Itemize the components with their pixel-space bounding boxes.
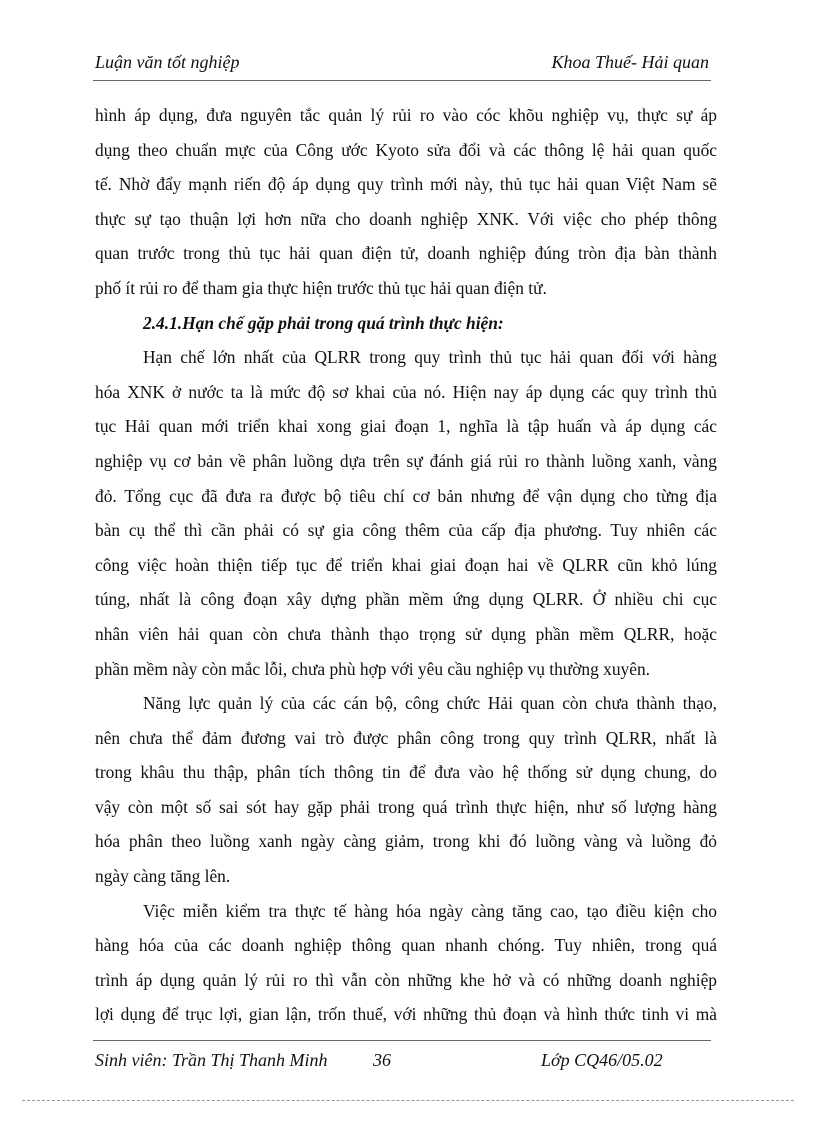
text-line: phần mềm này còn mắc lỗi, chưa phù hợp với yêu cầu nghiệp vụ thường xuyên. — [95, 658, 650, 679]
page-bottom-border — [22, 1100, 794, 1101]
text-line: Năng lực quản lý của các cán bộ, công chức Hải quan còn chưa thành thạo, — [143, 693, 717, 714]
text-line: Việc miễn kiểm tra thực tế hàng hóa ngày càng tăng cao, tạo điều kiện cho — [143, 900, 717, 921]
section-heading: 2.4.1.Hạn chế gặp phải trong quá trình thực hiện: — [143, 312, 504, 333]
footer-divider — [93, 1040, 711, 1041]
text-line: hàng hóa của các doanh nghiệp thông quan nhanh chóng. Tuy nhiên, trong quá — [95, 935, 717, 956]
header-thesis-title: Luận văn tốt nghiệp — [95, 52, 240, 72]
text-line: quan trước trong thủ tục hải quan điện tử, doanh nghiệp đúng tròn địa bàn thành — [95, 243, 717, 264]
text-line: bàn cụ thể thì cần phải có sự gia công thêm của cấp địa phương. Tuy nhiên các — [95, 520, 717, 541]
text-line: nên chưa thể đảm đương vai trò được phân công trong quy trình QLRR, nhất là — [95, 727, 717, 748]
footer-page-number: 36 — [373, 1050, 391, 1070]
text-line: túng, nhất là công đoạn xây dựng phần mềm ứng dụng QLRR. Ở nhiều chi cục — [95, 589, 717, 610]
text-line: nhân viên hải quan còn chưa thành thạo trọng sử dụng phần mềm QLRR, hoặc — [95, 623, 717, 644]
text-line: tục Hải quan mới triển khai xong giai đoạn 1, nghĩa là tập huấn và áp dụng các — [95, 416, 717, 437]
text-line: tế. Nhờ đẩy mạnh riến độ áp dụng quy trình mới này, thủ tục hải quan Việt Nam sẽ — [95, 174, 717, 195]
text-line: thực sự tạo thuận lợi hơn nữa cho doanh nghiệp XNK. Với việc cho phép thông — [95, 208, 717, 229]
header-divider — [93, 80, 711, 81]
footer-student-name: Sinh viên: Trần Thị Thanh Minh — [95, 1050, 328, 1070]
text-line: phố ít rủi ro để tham gia thực hiện trước thủ tục hải quan điện tử. — [95, 277, 547, 298]
text-line: nghiệp vụ cơ bản về phân luồng dựa trên sự đánh giá rủi ro thành luồng xanh, vàng — [95, 450, 717, 471]
body-text — [95, 98, 717, 1032]
text-line: vậy còn một số sai sót hay gặp phải trong quá trình thực hiện, như số lượng hàng — [95, 796, 717, 817]
text-line: trong khâu thu thập, phân tích thông tin để đưa vào hệ thống sử dụng chung, do — [95, 762, 717, 783]
page-footer — [95, 1050, 695, 1074]
footer-class-code: Lớp CQ46/05.02 — [541, 1050, 663, 1070]
page-header — [95, 52, 709, 76]
text-line: hình áp dụng, đưa nguyên tắc quản lý rủi ro vào cóc khõu nghiệp vụ, thực sự áp — [95, 105, 717, 125]
text-line: lợi dụng để trục lợi, gian lận, trốn thuế, với những thủ đoạn và hình thức tinh vi mà — [95, 1004, 717, 1025]
text-line: ngày càng tăng lên. — [95, 866, 231, 887]
text-line: dụng theo chuẩn mực của Công ước Kyoto sửa đổi và các thông lệ hải quan quốc — [95, 139, 717, 160]
text-line: trình áp dụng quản lý rủi ro thì vẫn còn những khe hở và có những doanh nghiệp — [95, 969, 717, 990]
text-line: công việc hoàn thiện tiếp tục để triển khai giai đoạn hai về QLRR cũn khỏ lúng — [95, 554, 717, 575]
text-line: đỏ. Tổng cục đã đưa ra được bộ tiêu chí cơ bản nhưng để vận dụng cho từng địa — [95, 485, 717, 506]
text-line: hóa XNK ở nước ta là mức độ sơ khai của nó. Hiện nay áp dụng các quy trình thủ — [95, 381, 717, 402]
text-line: hóa phân theo luồng xanh ngày càng giảm, trong khi đó luồng vàng và luồng đỏ — [95, 831, 717, 852]
text-line: Hạn chế lớn nhất của QLRR trong quy trình thủ tục hải quan đối với hàng — [143, 347, 717, 368]
header-faculty: Khoa Thuế- Hải quan — [551, 52, 709, 72]
